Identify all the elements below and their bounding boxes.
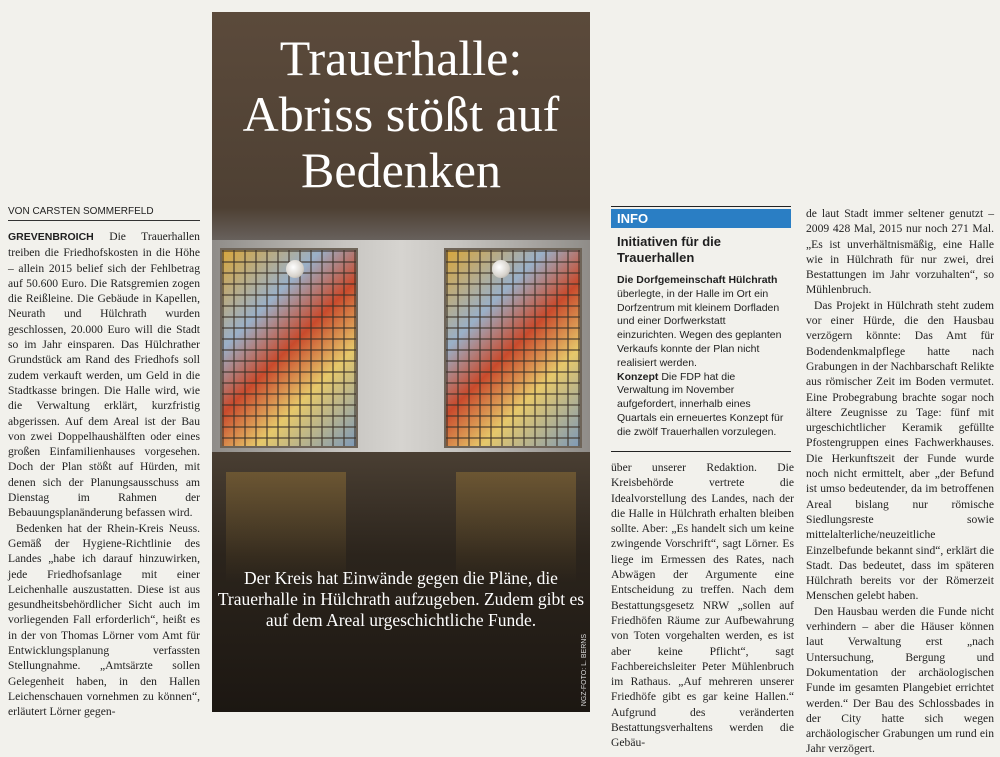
paragraph-text: Die Trauerhallen treiben die Friedhofskosten in die Höhe – allein 2015 belief sich der Fehlbetrag auf 50.600 Euro. Die Ratsgremien zogen die Reißleine. Die Gebäude in Kapellen, Neurath und Hülchrath wurden geschlossen, 20.000 Euro will die Stadt so im Jahr einsparen. Das Hülchrather Grundstück am Rand des Friedhofs soll zudem verkauft werden, um Geld in die Stadtkasse bringen. Die Halle wird, wie die Verwaltung erklärt, kurzfristig abgerissen. Auf dem Areal ist der Bau von zwei Doppelhaushälften oder eines großen Einfamilienhauses vorgesehen. Doch der Plan stößt auf Hürden, mit denen sich der Planungsausschuss am Dienstag im Rahmen der Bebauungsplanänderung befassen wird. [8, 230, 200, 520]
article-column-2 [611, 460, 794, 750]
photo-caption: Der Kreis hat Einwände gegen die Pläne, die Trauerhalle in Hülchrath aufzugeben. Zudem gibt es auf dem Areal urgeschichtliche Funde. [217, 568, 585, 630]
info-paragraph [617, 274, 787, 371]
lamp-left [286, 260, 304, 278]
paragraph [8, 229, 200, 521]
paragraph: Bedenken hat der Rhein-Kreis Neuss. Gemäß der Hygiene-Richtlinie des Landes „habe ich darauf hinzuwirken, jede Friedhofsanlage mit einer Leichenhalle auszustatten. Diese ist aus gesundheitsbehördlicher Sicht auch im vorliegenden Fall erforderlich“, heißt es in der von Thomas Lörner vom Amt für Entwicklungsplanung verfassten Stellungnahme. „Amtsärzte sollen Gelegenheit haben, in den Hallen Leichenschauen vornehmen zu können“, erläutert Lörner gegen- [8, 521, 200, 719]
byline: VON CARSTEN SOMMERFELD [8, 206, 200, 221]
headline: Trauerhalle: Abriss stößt auf Bedenken [242, 30, 560, 198]
info-text: überlegte, in der Halle im Ort ein Dorfzentrum mit kleinem Dorfladen und einer Dorfwerkstatt einzurichten. Wegen des geplanten Verkaufs konnte der Plan nicht realisiert werden. [617, 287, 782, 369]
article-column-3 [806, 206, 994, 756]
paragraph: Den Hausbau werden die Funde nicht verhindern – aber die Häuser können laut Verwaltung erst „nach Untersuchung, Bergung und Dokumentation der archäologischen Funde im gesamten Plangebiet errichtet werden.“ Der Bau des Schlossbades in der City hatte sich wegen archäologischer Grabungen um rund ein Jahr verzögert. [806, 604, 994, 756]
stained-glass-window-left [220, 248, 358, 448]
info-title: Initiativen für die Trauerhallen [617, 234, 722, 265]
info-box [611, 206, 791, 452]
info-lead: Konzept [617, 370, 659, 383]
info-lead: Die Dorfgemeinschaft Hülchrath [617, 274, 778, 286]
info-tag: INFO [611, 209, 791, 228]
article-photo [212, 12, 590, 712]
info-body [617, 274, 787, 440]
floor-reflection-left [226, 472, 346, 582]
paragraph: Das Projekt in Hülchrath steht zudem vor einer Hürde, die den Hausbau verzögern könnte: Das Amt für Bodendenkmalpflege hatte nach Grabungen in der Nachbarschaft Relikte aus römischer Zeit im Boden vermutet. Eine Probegrabung brachte sogar noch ältere Zeugnisse zu Tage: fünf mit urgeschichtlicher Keramik gefüllte Pfostengruppen eines Fachwerkhauses. Die Herkunftszeit der Funde wurde noch nicht ermittelt, aber „der Befund ist umso bedeutender, da im betroffenen Areal bislang nur römische Siedlungsreste sowie mittelalterliche/neuzeitliche Einzelbefunde bekannt sind“, erklärt die Stadt. Das bedeutet, dass im späteren Hülchrath bereits vor der Römerzeit Menschen gelebt haben. [806, 298, 994, 603]
photo-credit: NGZ-FOTO: L. BERNS [581, 633, 588, 706]
info-paragraph [617, 371, 787, 440]
paragraph: über unserer Redaktion. Die Kreisbehörde vertrete die Idealvorstellung des Landes, nach der die Halle in Hülchrath erhalten bleiben sollte. Aber: „Es handelt sich um keine zwingende Vorschrift“, sagt Lörner. Es liege im Ermessen des Rates, nach Abwägen der Argumente eine Entscheidung zu treffen. Nach dem Bestattungsgesetz NRW „sollen auf Friedhöfen Räume zur Aufbewahrung von Toten vorgehalten werden, es ist aber keine Pflicht“, sagt Fachbereichsleiter Peter Mühlenbruch im Rathaus. „Auf mehreren unserer Friedhöfe gibt es gar keine Hallen.“ Aufgrund des veränderten Bestattungsverhaltens werden die Gebäu- [611, 461, 794, 750]
floor-reflection-right [456, 472, 576, 582]
info-text: Die FDP hat die Verwaltung im November aufgefordert, innerhalb eines Quartals ein erneuertes Konzept für die zwölf Trauerhallen vorzulegen. [617, 370, 784, 438]
stained-glass-window-right [444, 248, 582, 448]
lamp-right [492, 260, 510, 278]
dateline: GREVENBROICH [8, 231, 94, 243]
article-column-1 [8, 229, 200, 719]
paragraph: de laut Stadt immer seltener genutzt – 2009 428 Mal, 2015 nur noch 271 Mal. „Es ist unverhältnismäßig, eine Halle wie in Hülchrath für nur zwei, drei Bestattungen im Jahr vorzuhalten“, so Mühlenbruch. [806, 207, 994, 297]
